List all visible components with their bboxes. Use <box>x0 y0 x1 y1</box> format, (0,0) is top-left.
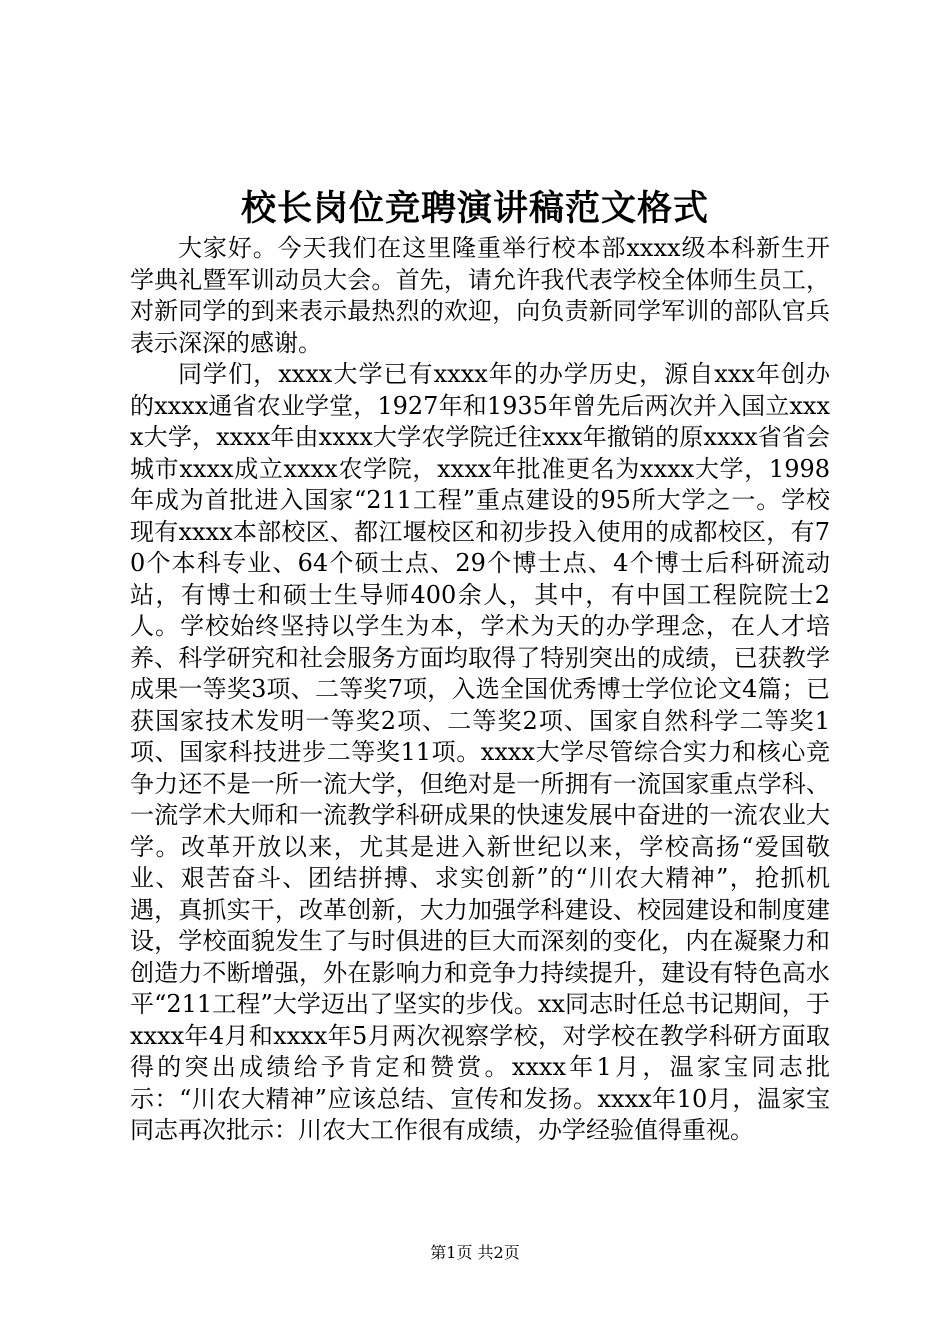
document-body <box>130 233 830 1147</box>
document-title: 校长岗位竞聘演讲稿范文格式 <box>240 188 709 229</box>
paragraph-school-history: 同学们，xxxx大学已有xxxx年的办学历史，源自xxx年创办的xxxx通省农业学堂，1927年和1935年曾先后两次并入国立xxxx大学，xxxx年由xxxx大学农学院迁往xxx年撤销的原xxxx省省会城市xxxx成立xxxx农学院，xxxx年批准更名为xxxx大学，1998年成为首批进入国家“211工程”重点建设的95所大学之一。学校现有xxxx本部校区、都江堰校区和初步投入使用的成都校区，有70个本科专业、64个硕士点、29个博士点、4个博士后科研流动站，有博士和硕士生导师400余人，其中，有中国工程院院士2人。学校始终坚持以学生为本，学术为天的办学理念，在人才培养、科学研究和社会服务方面均取得了特别突出的成绩，已获教学成果一等奖3项、二等奖7项，入选全国优秀博士学位论文4篇；已获国家技术发明一等奖2项、二等奖2项、国家自然科学二等奖1项、国家科技进步二等奖11项。xxxx大学尽管综合实力和核心竞争力还不是一所一流大学，但绝对是一所拥有一流国家重点学科、一流学术大师和一流教学科研成果的快速发展中奋进的一流农业大学。改革开放以来，尤其是进入新世纪以来，学校高扬“爱国敬业、艰苦奋斗、团结拼搏、求实创新”的“川农大精神”，抢抓机遇，真抓实干，改革创新，大力加强学科建设、校园建设和制度建设，学校面貌发生了与时俱进的巨大而深刻的变化，内在凝聚力和创造力不断增强，外在影响力和竞争力持续提升，建设有特色高水平“211工程”大学迈出了坚实的步伐。xx同志时任总书记期间，于xxxx年4月和xxxx年5月两次视察学校，对学校在教学科研方面取得的突出成绩给予肯定和赞赏。xxxx年1月，温家宝同志批示：“川农大精神”应该总结、宣传和发扬。xxxx年10月，温家宝同志再次批示：川农大工作很有成绩，办学经验值得重视。 <box>130 360 830 1144</box>
paragraph-greeting: 大家好。今天我们在这里隆重举行校本部xxxx级本科新生开学典礼暨军训动员大会。首先，请允许我代表学校全体师生员工，对新同学的到来表示最热烈的欢迎，向负责新同学军训的部队官兵表示深深的感谢。 <box>130 234 830 357</box>
page-number-footer: 第1页 共2页 <box>430 1243 520 1262</box>
